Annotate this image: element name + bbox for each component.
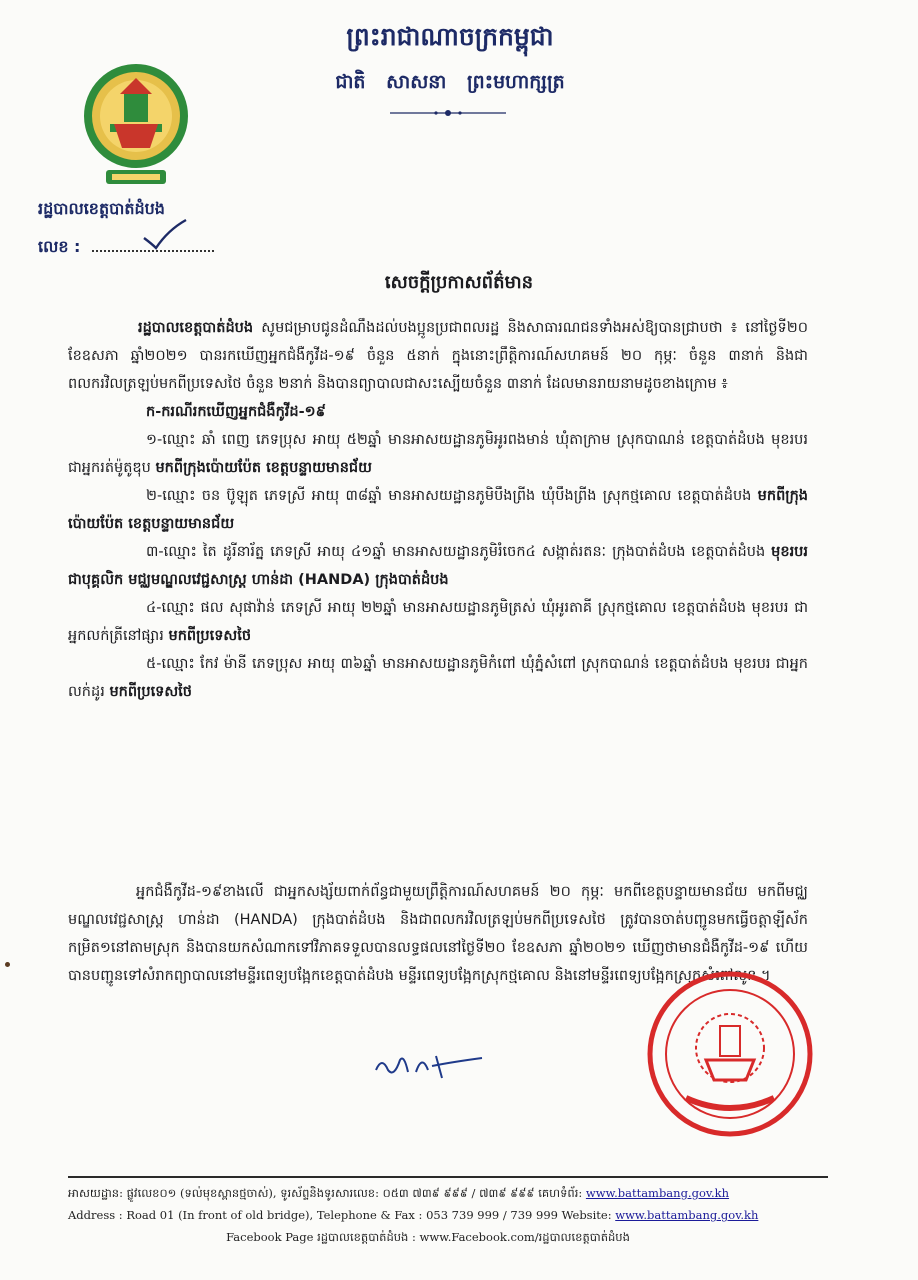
footer-divider <box>68 1176 828 1178</box>
ornament-divider <box>388 108 508 118</box>
document-title: សេចក្ដីប្រកាសព័ត៌មាន <box>384 272 534 293</box>
case-item: ២-ឈ្មោះ ចន ប៊ូឡុត ភេទស្រី អាយុ ៣៨ឆ្នាំ មានអាសយដ្ឋានភូមិបឹងព្រីង ឃុំបឹងព្រីង ស្រុកថ្មគោល ខេត្តបាត់ដំបង មកពីក្រុងប៉ោយប៉ែត ខេត្តបន្ទាយមានជ័យ <box>68 488 808 532</box>
intro-paragraph <box>68 314 808 398</box>
footer-address-english: Address : Road 01 (In front of old bridge), Telephone & Fax : 053 739 999 / 739 999 Website: www.battambang.gov.kh <box>68 1208 759 1222</box>
province-emblem-icon <box>84 58 188 193</box>
footer-facebook: Facebook Page រដ្ឋបាលខេត្តបាត់ដំបង : www.Facebook.com/រដ្ឋបាលខេត្តបាត់ដំបង <box>226 1230 630 1244</box>
summary-paragraph: អ្នកជំងឺកូវីដ-១៩ខាងលើ ជាអ្នកសង្ស័យពាក់ព័ន្ធជាមួយព្រឹត្តិការណ៍សហគមន៍ ២០ កុម្ភៈ មកពីខេត្តបន្ទាយមានជ័យ មកពីមជ្ឈមណ្ឌលវេជ្ជសាស្ត្រ ហាន់ដា (HANDA) ក្រុងបាត់ដំបង និងជាពលករវិលត្រឡប់មកពីប្រទេសថៃ ត្រូវបានចាត់បញ្ជូនមកធ្វើចត្តាឡីស័កកម្រិត១នៅតាមស្រុក និងបានយកសំណាកទៅវិភាគទទួលបានលទ្ធផលនៅថ្ងៃទី២០ ខែឧសភា ឆ្នាំ២០២១ ឃើញថាមានជំងឺកូវីដ-១៩ ហើយបានបញ្ជូនទៅសំរាកព្យាបាលនៅមន្ទីរពេទ្យបង្អែកខេត្តបាត់ដំបង មន្ទីរពេទ្យបង្អែកស្រុកថ្មគោល និងនៅមន្ទីរពេទ្យបង្អែកស្រុកសំពៅលូន ។ <box>68 884 808 984</box>
case-item: ៥-ឈ្មោះ កែវ ម៉ានី ភេទប្រុស អាយុ ៣៦ឆ្នាំ មានអាសយដ្ឋានភូមិកំពៅ ឃុំភ្នំសំពៅ ស្រុកបាណន់ ខេត្តបាត់ដំបង មុខរបរ ជាអ្នកលក់ដូរ មកពីប្រទេសថៃ <box>68 656 808 700</box>
paper-speck <box>5 962 10 967</box>
handwritten-check-icon <box>140 218 188 250</box>
case-item: ៤-ឈ្មោះ ផល សុផាវ៉ាន់ ភេទស្រី អាយុ ២២ឆ្នាំ មានអាសយដ្ឋានភូមិត្រស់ ឃុំអូរតាគី ស្រុកថ្មគោល ខេត្តបាត់ដំបង មុខរបរ ជាអ្នកលក់ត្រីនៅផ្សារ មកពីប្រទេសថៃ <box>68 600 808 644</box>
official-seal-icon <box>646 970 814 1138</box>
reference-label: លេខ : <box>38 237 81 256</box>
intro-lead: រដ្ឋបាលខេត្តបាត់ដំបង <box>138 320 254 336</box>
website-link[interactable]: www.battambang.gov.kh <box>585 1186 730 1200</box>
kingdom-heading: ព្រះរាជាណាចក្រកម្ពុជា <box>346 22 554 51</box>
website-link-english[interactable]: www.battambang.gov.kh <box>615 1208 759 1222</box>
intro-text: សូមជម្រាបជូនដំណឹងដល់បងប្អូនប្រជាពលរដ្ឋ និងសាធារណជនទាំងអស់ឱ្យបានជ្រាបថា ៖ នៅថ្ងៃទី២០ ខែឧសភា ឆ្នាំ២០២១ បានរកឃើញអ្នកជំងឺកូវីដ-១៩ ចំនួន ៥នាក់ ក្នុងនោះព្រឹត្តិការណ៍សហគមន៍ ២០ កុម្ភៈ ចំនួន ៣នាក់ និងជាពលករវិលត្រឡប់មកពីប្រទេសថៃ ចំនួន ២នាក់ និងបានព្យាបាលជាសះស្បើយចំនួន ៣នាក់ ដែលមានរាយនាមដូចខាងក្រោម ៖ <box>68 320 808 392</box>
case-item: ១-ឈ្មោះ ឆាំ ពេញ ភេទប្រុស អាយុ ៥២ឆ្នាំ មានអាសយដ្ឋានភូមិអូរពងមាន់ ឃុំតាក្រាម ស្រុកបាណន់ ខេត្តបាត់ដំបង មុខរបរ ជាអ្នករត់ម៉ូតូឌុប មកពីក្រុងប៉ោយប៉ែត ខេត្តបន្ទាយមានជ័យ <box>68 432 808 476</box>
issuing-administration: រដ្ឋបាលខេត្តបាត់ដំបង <box>38 199 165 218</box>
signature-icon <box>372 1048 492 1084</box>
announcement-body <box>68 314 808 706</box>
national-motto: ជាតិ សាសនា ព្រះមហាក្សត្រ <box>335 71 565 93</box>
case-item: ៣-ឈ្មោះ តៃ ដូរីនារ័ត្ន ភេទស្រី អាយុ ៤១ឆ្នាំ មានអាសយដ្ឋានភូមិរំចេក៤ សង្កាត់រតនៈ ក្រុងបាត់ដំបង ខេត្តបាត់ដំបង មុខរបរ ជាបុគ្គលិក មជ្ឈមណ្ឌលវេជ្ជសាស្ត្រ ហាន់ដា (HANDA) ក្រុងបាត់ដំបង <box>68 544 808 588</box>
section-heading: ក-ករណីរកឃើញអ្នកជំងឺកូវីដ-១៩ <box>146 404 326 420</box>
footer-address-khmer: អាសយដ្ឋាន: ផ្លូវលេខ០១ (ទល់មុខស្ពានថ្មចាស់), ទូរស័ព្ទនិងទូរសារលេខ: ០៥៣ ៧៣៩ ៩៩៩ / ៧៣៩ ៩៩៩ គេហទំព័រ: www.battambang.gov.kh <box>68 1186 730 1200</box>
